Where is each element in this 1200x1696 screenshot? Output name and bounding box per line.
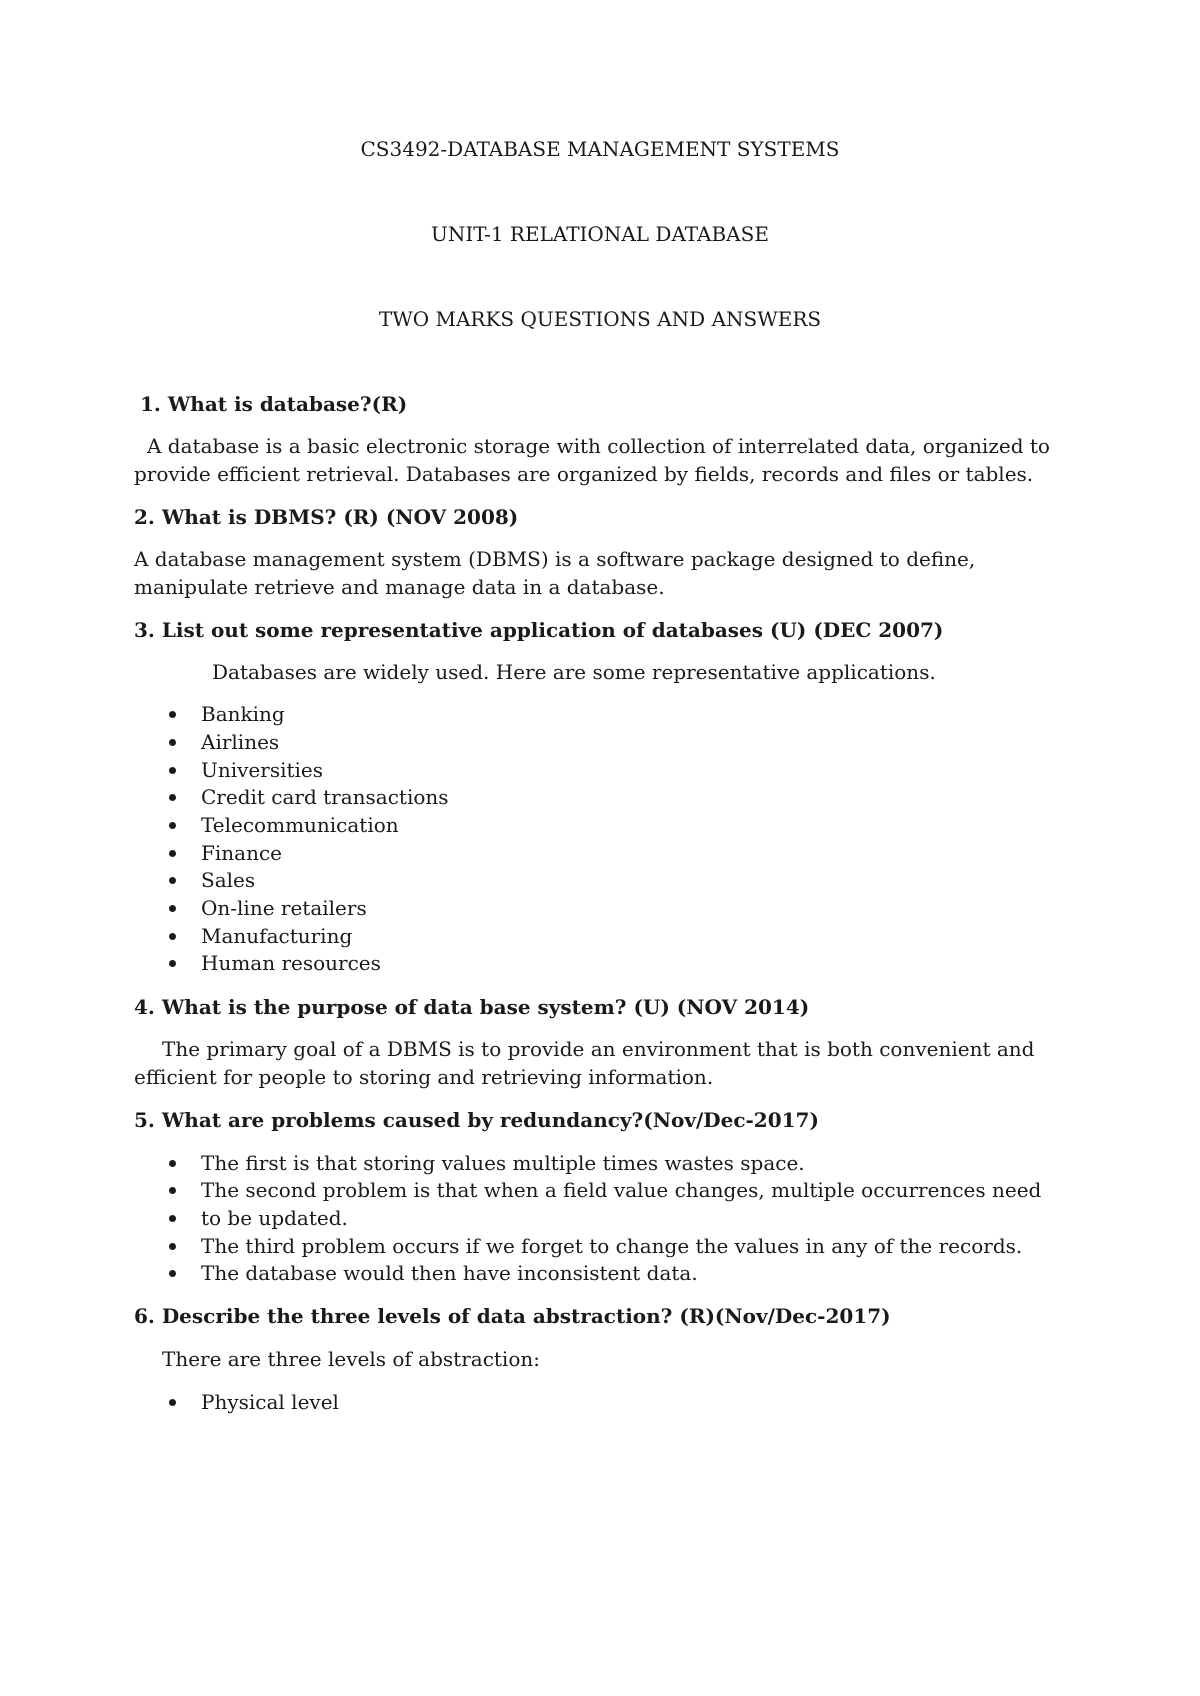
list-item: Banking xyxy=(201,702,285,726)
list-item: Manufacturing xyxy=(201,924,353,948)
bullet xyxy=(169,905,176,912)
list-item: to be updated. xyxy=(201,1206,348,1230)
list-item: Physical level xyxy=(201,1390,339,1414)
list-item: Human resources xyxy=(201,951,381,975)
bullet xyxy=(169,1187,176,1194)
course-title: CS3492-DATABASE MANAGEMENT SYSTEMS xyxy=(360,137,840,161)
bullet xyxy=(169,1215,176,1222)
answer-4-line-1: The primary goal of a DBMS is to provide an environment that is both convenient and xyxy=(162,1037,1035,1061)
list-item: On-line retailers xyxy=(201,896,367,920)
question-2: 2. What is DBMS? (R) (NOV 2008) xyxy=(134,505,519,529)
question-3: 3. List out some representative application of databases (U) (DEC 2007) xyxy=(134,618,944,642)
list-item: The third problem occurs if we forget to change the values in any of the records. xyxy=(201,1234,1023,1258)
answer-1-line-2: provide efficient retrieval. Databases are organized by fields, records and files or tables. xyxy=(134,462,1034,486)
question-5: 5. What are problems caused by redundancy?(Nov/Dec-2017) xyxy=(134,1108,819,1132)
answer-2-line-2: manipulate retrieve and manage data in a database. xyxy=(134,575,665,599)
question-1: 1. What is database?(R) xyxy=(140,392,408,416)
list-item: The second problem is that when a field value changes, multiple occurrences need xyxy=(201,1178,1042,1202)
list-item: Credit card transactions xyxy=(201,785,449,809)
section-title: TWO MARKS QUESTIONS AND ANSWERS xyxy=(378,307,822,331)
bullet xyxy=(169,711,176,718)
list-item: The database would then have inconsistent data. xyxy=(201,1261,698,1285)
bullet xyxy=(169,960,176,967)
list-item: Finance xyxy=(201,841,282,865)
list-item: Universities xyxy=(201,758,324,782)
bullet xyxy=(169,1243,176,1250)
bullet xyxy=(169,794,176,801)
list-item: Telecommunication xyxy=(201,813,399,837)
bullet xyxy=(169,822,176,829)
bullet xyxy=(169,1270,176,1277)
answer-1-line-1: A database is a basic electronic storage with collection of interrelated data, organized to xyxy=(147,434,1050,458)
question-6: 6. Describe the three levels of data abstraction? (R)(Nov/Dec-2017) xyxy=(134,1304,891,1328)
answer-2-line-1: A database management system (DBMS) is a software package designed to define, xyxy=(134,547,976,571)
list-item: The first is that storing values multiple times wastes space. xyxy=(201,1151,805,1175)
answer-4-line-2: efficient for people to storing and retrieving information. xyxy=(134,1065,714,1089)
list-item: Airlines xyxy=(201,730,280,754)
bullet xyxy=(169,1399,176,1406)
unit-title: UNIT-1 RELATIONAL DATABASE xyxy=(431,222,769,246)
bullet xyxy=(169,767,176,774)
bullet xyxy=(169,850,176,857)
bullet xyxy=(169,1160,176,1167)
bullet xyxy=(169,933,176,940)
answer-3-intro: Databases are widely used. Here are some representative applications. xyxy=(212,660,936,684)
bullet xyxy=(169,739,176,746)
answer-6-intro: There are three levels of abstraction: xyxy=(162,1347,540,1371)
bullet xyxy=(169,877,176,884)
list-item: Sales xyxy=(201,868,256,892)
question-4: 4. What is the purpose of data base system? (U) (NOV 2014) xyxy=(134,995,810,1019)
